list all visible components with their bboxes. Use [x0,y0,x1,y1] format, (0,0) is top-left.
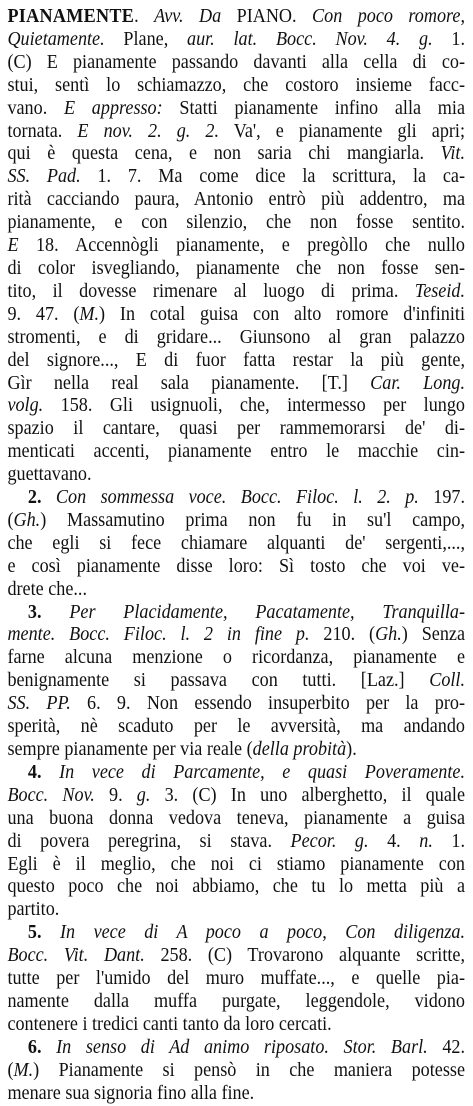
text-run: tutte per l'umido del muro muffate..., e quelle pia- [7,968,465,990]
source-ref: Teseid. [414,280,465,302]
text-run: 197. [418,487,465,509]
text-line [7,854,465,877]
text-run: ) Massamutino prima non fu in su'l campo, [40,509,465,531]
text-line [7,189,465,212]
source-ref: Bocc. Nov. 4. g. [275,28,433,50]
text-run: menare sua signoria fino alla fine. [7,1082,255,1104]
source-ref: E nov. 2. g. 2. [77,120,219,142]
sense-2-body [7,510,465,602]
text-run: contenere i tredici canti tanto da loro cercati. [7,1013,332,1035]
text-run: e così pianamente disse loro: Sì tosto che voi ve- [7,555,465,577]
text-line [7,556,465,579]
text-line [7,533,465,556]
sense-number: 4. [27,761,60,783]
text-line [7,258,465,281]
sense-2 [7,487,465,510]
sense-4 [7,762,465,785]
text-line [7,945,465,968]
text-line [7,441,465,464]
text-line [7,143,465,166]
gloss: della probità [252,739,347,760]
text-run: 1. 7. Ma come dice la scrittura, la ca- [80,166,466,188]
headword: PIANAMENTE [7,6,135,27]
text-line [7,991,465,1014]
text-run: Plane, [104,28,188,50]
text-line [7,579,465,602]
text-line [7,510,465,533]
text-line [7,602,465,625]
editor-mark: M. [79,303,100,325]
text-run: guettavano. [7,464,92,486]
text-run: Egli è il meglio, che noi ci stiamo pianamente con [7,853,465,875]
text-line [7,785,465,808]
text-run: 9. 47. ( [7,303,80,325]
text-run: 4. [368,830,420,852]
text-run: rità cacciando paura, Antonio entrò più addentro, ma [7,189,465,211]
text-line [7,121,465,144]
text-line [7,716,465,739]
editor-mark: M. [13,1059,34,1081]
text-run: questo poco che noi abbiamo, che tu lo metta più a [7,876,465,898]
text-run: drete che... [7,578,87,600]
text-line [7,876,465,899]
text-run: 6. 9. Non essendo insuperbito per la pro- [70,693,465,715]
text-run: Gìr nella real sala pianamente. [T.] [7,372,371,394]
text-run: stui, sentì lo schiamazzo, che costoro insieme facc- [7,74,465,96]
text-run: ) Pianamente si pensò in che maniera potesse [33,1059,465,1081]
text-run: di povera peregrina, si stava. [7,830,291,852]
sense-definition: In senso di Ad animo riposato. Stor. Barl. [56,1036,428,1058]
text-line [7,968,465,991]
text-run: 3. (C) In uno alberghetto, il quale [150,784,465,806]
source-ref: Pecor. g. [290,830,369,852]
text-line [7,647,465,670]
sense-definition: mente. Bocc. Filoc. l. 2 in fine p. [7,624,310,646]
text-run: qui è questa cena, e non saria chi mangiarla. [7,143,441,165]
sense-definition: In vece di A poco a poco, Con diligenza. [59,922,466,944]
root-word: PIANO [236,6,293,27]
text-line [7,212,465,235]
text-run: spazio il cantare, quasi per rammemorarsi de' di- [7,418,465,440]
text-line [7,327,465,350]
sense-number: 5. [27,922,60,944]
source-ref: Vit. [440,143,465,165]
sense-number: 2. [27,487,56,509]
source-ref: Coll. [429,670,465,692]
text-run: 1. [432,830,466,852]
text-run: ( [7,509,14,531]
text-line [7,98,465,121]
text-run: 158. Gli usignuoli, che, intermesso per lungo [43,395,465,417]
sense-definition: Con sommessa voce. Bocc. Filoc. l. 2. p. [55,487,419,509]
editor-mark: Gh. [375,624,402,646]
text-run: (C) E pianamente passando davanti alla cella di co- [7,51,465,73]
text-run: ( [7,1059,14,1081]
text-line [7,52,465,75]
text-line [7,166,465,189]
text-line [7,670,465,693]
sense-6 [7,1037,465,1060]
definition: Con poco romore, [312,6,466,27]
text-run: pianamente, e con silenzio, che non fosse sentito. [7,212,465,234]
sense-5-body [7,945,465,1037]
text-run: . [134,6,155,27]
text-run: del signore..., E di fuor fatta restar la più gente, [7,349,465,371]
sense-number: 3. [27,601,70,623]
text-run: farne alcuna menzione o ricordanza, pianamente e [7,647,465,669]
text-line [7,1014,465,1037]
source-ref: Car. Long. [370,372,465,394]
source-ref: aur. lat. [187,28,258,50]
text-line [7,808,465,831]
text-line [7,235,465,258]
definition: Quietamente. [7,28,105,50]
text-line [7,6,465,29]
text-line [7,373,465,396]
text-line [7,304,465,327]
text-run: ) In cotal guisa con alto romore d'infiniti [99,303,465,325]
text-run: menticati accenti, pianamente entro le macchie cin- [7,441,465,463]
text-line [7,395,465,418]
text-run: 258. (C) Trovarono alquante scritte, [144,945,465,967]
text-line [7,350,465,373]
text-line [7,1060,465,1083]
grammar-label: Avv. Da [154,6,237,27]
text-line [7,29,465,52]
text-line [7,762,465,785]
source-ref: n. [419,830,433,852]
text-run: vano. [7,97,64,119]
source-ref: E [7,235,19,257]
text-line [7,693,465,716]
source-ref: Bocc. Nov. [7,784,95,806]
text-line [7,464,465,487]
sense-6-body [7,1060,465,1106]
sense-definition: In vece di Parcamente, e quasi Poveramente. [59,761,465,783]
entry-pianamente [7,6,465,487]
text-run: sperità, nè scaduto per le avversità, ma andando [7,716,465,738]
editor-mark: Gh. [13,509,41,531]
text-run: tornata. [7,120,78,142]
text-run: ) Senza [401,624,465,646]
text-run: 42. [427,1036,466,1058]
text-run: stromenti, e di gridare... Giunsono al gran palazzo [7,326,465,348]
sense-number: 6. [27,1036,57,1058]
source-ref: SS. Pad. [7,166,81,188]
text-run: 1. [432,28,466,50]
text-line [7,487,465,510]
source-ref: Bocc. Vit. Dant. [7,945,145,967]
text-run: Statti pianamente infino alla mia [162,97,465,119]
text-run: namente dalla muffa purgate, leggendole, vidono [7,990,465,1012]
text-line [7,281,465,304]
sense-4-body [7,785,465,922]
text-run: sempre pianamente per via reale ( [7,739,253,760]
text-run: Va', e pianamente gli apri; [218,120,465,142]
text-line [7,418,465,441]
source-ref: volg. [7,395,44,417]
sense-5 [7,922,465,945]
source-ref: SS. PP. [7,693,71,715]
text-line [7,922,465,945]
text-run: di color isvegliando, pianamente che non fosse sen- [7,257,465,279]
text-run: . [292,6,313,27]
text-run: una buona donna vedova teneva, pianamente a guisa [7,807,465,829]
text-line [7,739,465,762]
text-line [7,75,465,98]
source-ref: E appresso: [63,97,163,119]
text-run: benignamente si passava con tutti. [Laz.] [7,670,430,692]
text-run: 9. [94,784,137,806]
sense-definition: Per Placidamente, Pacatamente, Tranquilla- [69,601,466,623]
text-run: tito, il dovesse rimenare al luogo di prima. [7,280,415,302]
text-line [7,1083,465,1106]
sense-3 [7,602,465,625]
source-ref: g. [136,784,151,806]
text-run: 18. Accennògli pianamente, e pregòllo che nullo [18,235,465,257]
text-run [257,29,276,50]
text-run: partito. [7,899,60,921]
text-line [7,899,465,922]
text-line [7,624,465,647]
text-line [7,1037,465,1060]
text-run: ). [346,739,357,760]
text-run: che egli si fece chiamare alquanti de' sergenti,..., [7,532,465,554]
text-run: 210. ( [309,624,376,646]
text-line [7,831,465,854]
sense-3-body [7,624,465,761]
